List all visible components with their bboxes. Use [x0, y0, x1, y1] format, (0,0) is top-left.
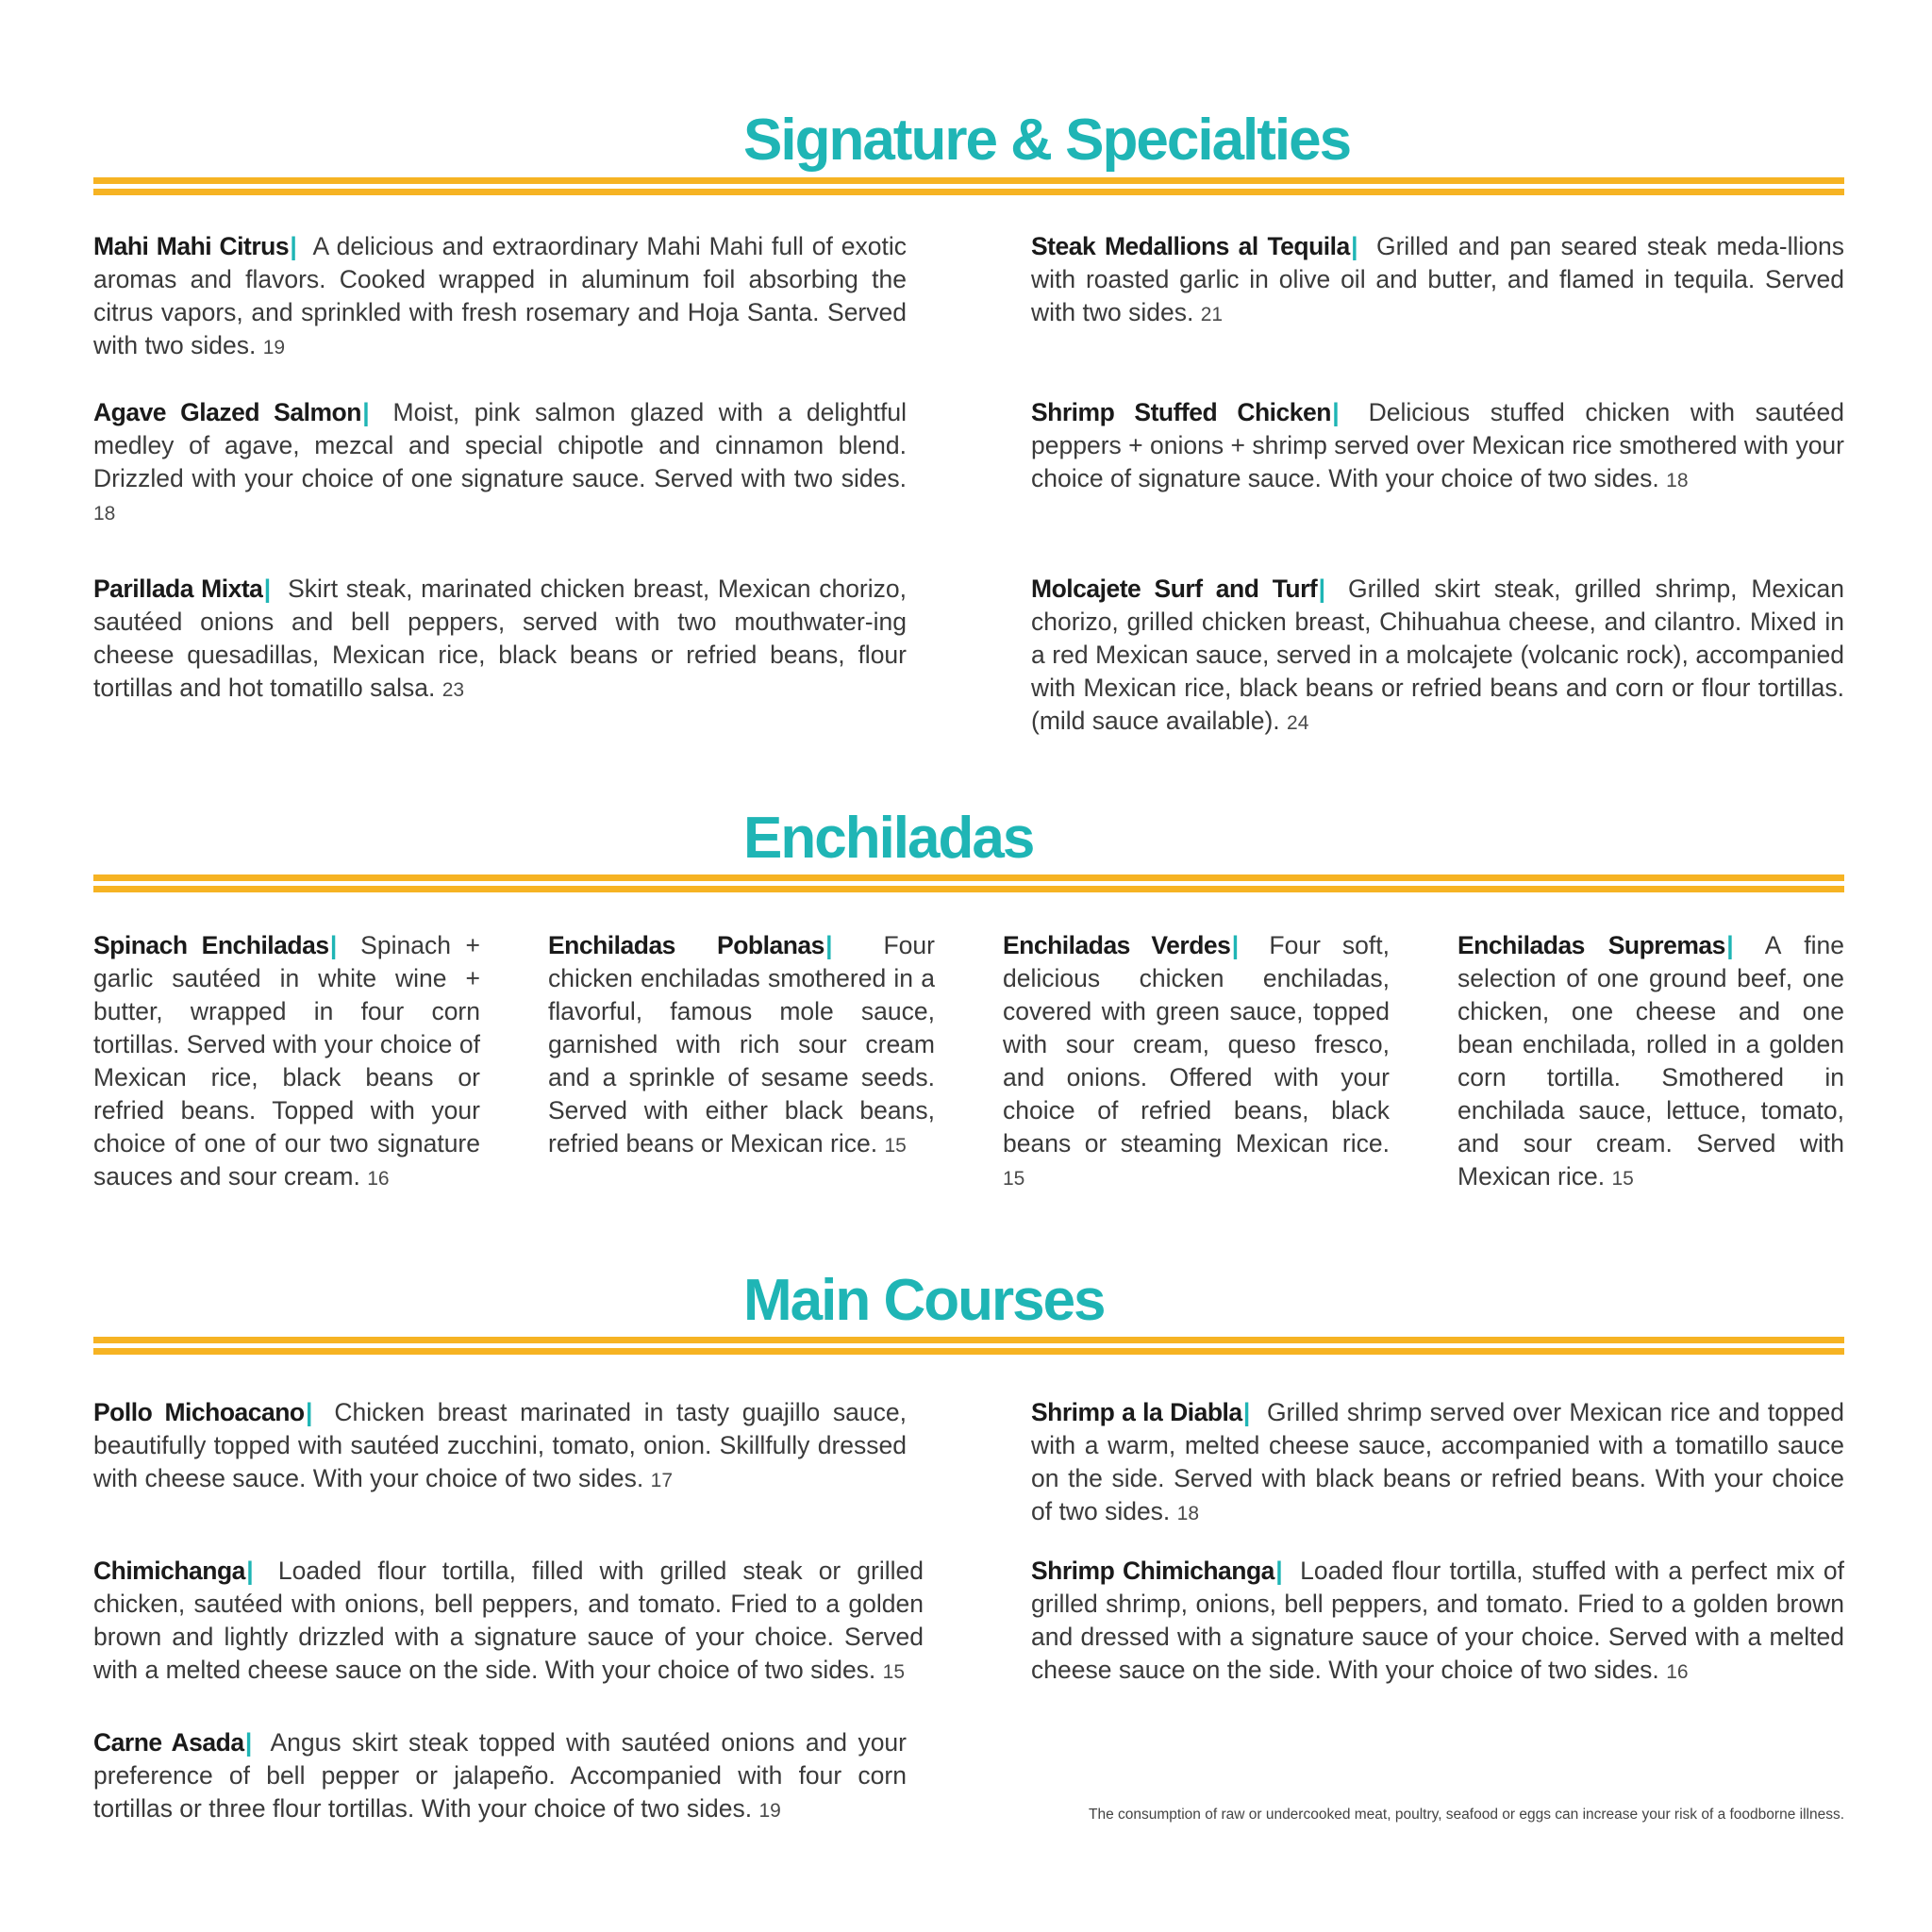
- section-divider: [93, 1337, 1844, 1355]
- item-description: Grilled and pan seared steak meda-llions with roasted garlic in olive oil and butter, and flamed in tequila. Served with two sides.: [1031, 232, 1845, 326]
- menu-item: [1031, 1396, 1844, 1530]
- menu-item: [93, 230, 907, 364]
- menu-item: [93, 1396, 907, 1497]
- menu-item: [1031, 396, 1844, 497]
- item-price: 18: [1666, 470, 1689, 491]
- item-description: Grilled skirt steak, grilled shrimp, Mexican chorizo, grilled chicken breast, Chihuahua cheese, and cilantro. Mixed in a red Mexican sauce, served in a molcajete (volcanic rock), accompanied with Mexican rice, black beans or refried beans and corn or flour tortillas. (mild sauce available).: [1031, 575, 1844, 735]
- item-name: Carne Asada: [93, 1728, 244, 1757]
- menu-item: [93, 396, 907, 530]
- item-price: 15: [884, 1135, 907, 1157]
- item-description: Four soft, delicious chicken enchiladas, covered with green sauce, topped with sour cream, queso fresco, and onions. Offered with your choice of refried beans, black beans or steaming Mexican rice.: [1003, 931, 1390, 1158]
- item-description: Skirt steak, marinated chicken breast, Mexican chorizo, sautéed onions and bell peppers, served with two mouthwater-ing cheese quesadillas, Mexican rice, black beans or refried beans, flour tortillas and hot tomatillo salsa.: [93, 575, 907, 702]
- item-name: Shrimp Stuffed Chicken: [1031, 398, 1331, 426]
- item-price: 15: [882, 1661, 906, 1683]
- item-description: A delicious and extraordinary Mahi Mahi full of exotic aromas and flavors. Cooked wrapped in aluminum foil absorbing the citrus vapors, and sprinkled with fresh rosemary and Hoja Santa. Served with two sides.: [93, 232, 907, 359]
- separator-bar: |: [1318, 575, 1325, 603]
- item-name: Chimichanga: [93, 1557, 245, 1585]
- separator-bar: |: [1242, 1398, 1251, 1426]
- item-price: 23: [441, 679, 465, 701]
- menu-item: [1031, 1555, 1844, 1689]
- menu-item: [93, 929, 480, 1195]
- menu-item: [548, 929, 935, 1162]
- item-price: 18: [93, 503, 116, 525]
- separator-bar: |: [246, 1557, 254, 1585]
- item-price: 19: [262, 337, 286, 358]
- item-name: Pollo Michoacano: [93, 1398, 305, 1426]
- item-price: 18: [1176, 1503, 1200, 1524]
- item-description: Loaded flour tortilla, filled with grilled steak or grilled chicken, sautéed with onions, bell peppers, and tomato. Fried to a golden brown and lightly drizzled with a signature sauce of your choice. Served with a melted cheese sauce on the side. With your choice of two sides.: [93, 1557, 924, 1684]
- item-name: Shrimp a la Diabla: [1031, 1398, 1242, 1426]
- menu-item: [93, 573, 907, 707]
- item-name: Enchiladas Poblanas: [548, 931, 824, 959]
- section-divider: [93, 177, 1844, 195]
- separator-bar: |: [825, 931, 833, 959]
- separator-bar: |: [290, 232, 297, 260]
- item-description: Moist, pink salmon glazed with a delightful medley of agave, mezcal and special chipotle and cinnamon blend. Drizzled with your choice of one signature sauce. Served with two sides.: [93, 398, 907, 492]
- item-description: Angus skirt steak topped with sautéed onions and your preference of bell pepper or jalapeño. Accompanied with four corn tortillas or three flour tortillas. With your choice of two sides.: [93, 1728, 907, 1823]
- separator-bar: |: [362, 398, 370, 426]
- separator-bar: |: [263, 575, 272, 603]
- item-name: Enchiladas Verdes: [1003, 931, 1231, 959]
- item-description: A fine selection of one ground beef, one chicken, one cheese and one bean enchilada, rolled in a golden corn tortilla. Smothered in enchilada sauce, lettuce, tomato, and sour cream. Served with Mexican rice.: [1457, 931, 1844, 1191]
- item-price: 15: [1611, 1168, 1634, 1190]
- item-price: 17: [650, 1470, 674, 1491]
- separator-bar: |: [329, 931, 338, 959]
- item-description: Grilled shrimp served over Mexican rice and topped with a warm, melted cheese sauce, accompanied with a tomatillo sauce on the side. Served with black beans or refried beans. With your choice of two sides.: [1031, 1398, 1844, 1525]
- item-price: 16: [1666, 1661, 1689, 1683]
- item-name: Molcajete Surf and Turf: [1031, 575, 1318, 603]
- menu-item: [93, 1726, 907, 1827]
- separator-bar: |: [1332, 398, 1340, 426]
- section-divider: [93, 874, 1844, 892]
- item-name: Shrimp Chimichanga: [1031, 1557, 1274, 1585]
- menu-item: [1003, 929, 1390, 1195]
- section-title-enchiladas: Enchiladas: [743, 806, 1034, 871]
- menu-item: [1457, 929, 1844, 1195]
- item-price: 19: [758, 1800, 781, 1822]
- separator-bar: |: [1351, 232, 1358, 260]
- section-title-signature: Signature & Specialties: [743, 108, 1351, 173]
- item-price: 15: [1003, 1168, 1025, 1190]
- item-description: Loaded flour tortilla, stuffed with a perfect mix of grilled shrimp, onions, bell peppers, and tomato. Fried to a golden brown and dressed with a signature sauce of your choice. Served with a melted cheese sauce on the side. With your choice of two sides.: [1031, 1557, 1844, 1684]
- separator-bar: |: [1726, 931, 1734, 959]
- separator-bar: |: [305, 1398, 313, 1426]
- item-price: 16: [367, 1168, 390, 1190]
- separator-bar: |: [1231, 931, 1240, 959]
- menu-item: [1031, 230, 1844, 331]
- item-name: Enchiladas Supremas: [1457, 931, 1725, 959]
- item-name: Agave Glazed Salmon: [93, 398, 361, 426]
- item-name: Parillada Mixta: [93, 575, 263, 603]
- health-disclaimer: The consumption of raw or undercooked meat, poultry, seafood or eggs can increase your risk of a foodborne illness.: [1089, 1807, 1844, 1823]
- menu-item: [1031, 573, 1844, 740]
- item-price: 24: [1287, 712, 1309, 734]
- section-title-main-courses: Main Courses: [743, 1268, 1105, 1333]
- item-name: Mahi Mahi Citrus: [93, 232, 290, 260]
- item-description: Four chicken enchiladas smothered in a flavorful, famous mole sauce, garnished with rich sour cream and a sprinkle of sesame seeds. Served with either black beans, refried beans or Mexican rice.: [548, 931, 935, 1158]
- separator-bar: |: [244, 1728, 253, 1757]
- item-price: 21: [1200, 304, 1224, 325]
- item-name: Spinach Enchiladas: [93, 931, 329, 959]
- item-description: Spinach + garlic sautéed in white wine + butter, wrapped in four corn tortillas. Served with your choice of Mexican rice, black beans or refried beans. Topped with your choice of one of our two signature sauces and sour cream.: [93, 931, 480, 1191]
- menu-item: [93, 1555, 924, 1689]
- item-description: Chicken breast marinated in tasty guajillo sauce, beautifully topped with sautéed zucchini, tomato, onion. Skillfully dressed with cheese sauce. With your choice of two sides.: [93, 1398, 907, 1492]
- item-description: Delicious stuffed chicken with sautéed peppers + onions + shrimp served over Mexican rice smothered with your choice of signature sauce. With your choice of two sides.: [1031, 398, 1844, 492]
- item-name: Steak Medallions al Tequila: [1031, 232, 1350, 260]
- separator-bar: |: [1275, 1557, 1283, 1585]
